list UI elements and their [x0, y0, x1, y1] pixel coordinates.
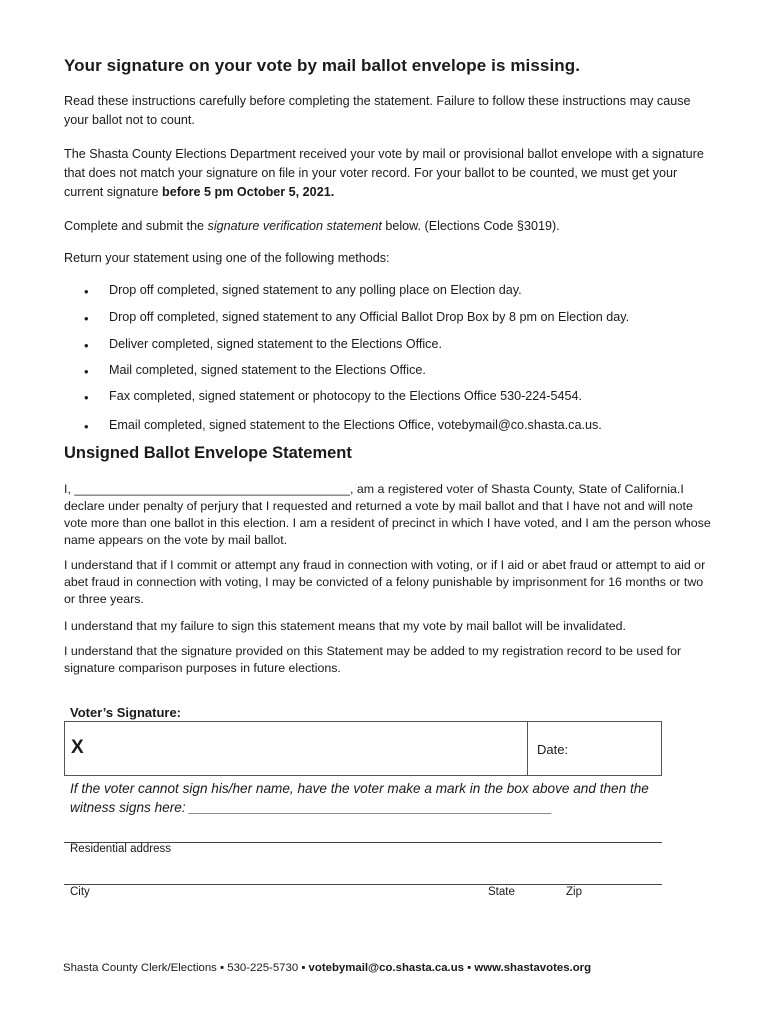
complete-suffix: below. (Elections Code §3019). [381, 219, 560, 233]
footer-separator: ▪ [464, 962, 475, 974]
footer-phone: 530-225-5730 [227, 962, 299, 974]
state-label: State [488, 886, 515, 898]
intro-paragraph: Read these instructions carefully before completing the statement. Failure to follow these instructions may cause your ballot not to count. [64, 94, 691, 127]
complete-prefix: Complete and submit the [64, 219, 208, 233]
witness-note: If the voter cannot sign his/her name, have the voter make a mark in the box above and then the witness signs here: ________________________________________________ [70, 781, 649, 815]
bullet-icon: • [84, 364, 89, 379]
method-text: Fax completed, signed statement or photocopy to the Elections Office 530-224-5454. [109, 389, 583, 403]
footer-email-link[interactable]: votebymail@co.shasta.ca.us [308, 962, 465, 974]
footer [63, 962, 591, 974]
method-text: Mail completed, signed statement to the Elections Office. [109, 363, 426, 377]
method-text: Drop off completed, signed statement to any Official Ballot Drop Box by 8 pm on Election day. [109, 310, 630, 324]
complete-emphasis: signature verification statement [207, 219, 382, 233]
signature-box[interactable] [64, 721, 662, 776]
city-label: City [70, 886, 90, 898]
statement-paragraph-fraud: I understand that if I commit or attempt any fraud in connection with voting, or if I aid or abet fraud or attempt to aid or abet fraud in connection with voting, I may be convicted of a felony punishable by imprisonment for 16 months or two or three years. [64, 558, 706, 606]
footer-separator: ▪ [216, 962, 228, 974]
bullet-icon: • [84, 338, 89, 353]
residential-address-label: Residential address [70, 843, 172, 855]
method-text: Deliver completed, signed statement to the Elections Office. [109, 337, 442, 351]
page-title: Your signature on your vote by mail ballot envelope is missing. [64, 56, 581, 75]
footer-separator: ▪ [298, 962, 309, 974]
bullet-icon: • [84, 311, 89, 326]
signature-label: Voter’s Signature: [70, 705, 182, 720]
complete-paragraph [64, 217, 709, 236]
return-intro: Return your statement using one of the following methods: [64, 251, 390, 265]
received-text: The Shasta County Elections Department received your vote by mail or provisional ballot envelope with a signature that does not match your signature on file in your voter record. For your ballot to be counted, we must get your current signature [64, 147, 704, 199]
bullet-icon: • [84, 419, 89, 434]
footer-office: Shasta County Clerk/Elections [63, 962, 217, 974]
statement-title: Unsigned Ballot Envelope Statement [64, 444, 352, 462]
statement-paragraph-declaration: I, ________________________________________, am a registered voter of Shasta County, State of California.I declare under penalty of perjury that I requested and returned a vote by mail ballot and that I have not and will note vote more than one ballot in this election. I am a resident of precinct in which I have voted, and I am the person whose name appears on the vote by mail ballot. [64, 482, 711, 547]
received-paragraph [64, 145, 709, 202]
method-text: Drop off completed, signed statement to any polling place on Election day. [109, 283, 522, 297]
footer-website-link[interactable]: www.shastavotes.org [474, 962, 592, 974]
bullet-icon: • [84, 284, 89, 299]
date-label: Date: [537, 742, 569, 757]
deadline-text: before 5 pm October 5, 2021. [162, 185, 335, 199]
statement-paragraph-registration: I understand that the signature provided on this Statement may be added to my registration record to be used for signature comparison purposes in future elections. [64, 644, 682, 675]
zip-label: Zip [566, 886, 582, 898]
city-state-zip-line[interactable] [64, 884, 662, 885]
signature-divider [527, 721, 528, 776]
signature-mark: X [71, 737, 84, 758]
method-text: Email completed, signed statement to the Elections Office, votebymail@co.shasta.ca.us. [109, 418, 602, 432]
statement-paragraph-invalidation: I understand that my failure to sign this statement means that my vote by mail ballot will be invalidated. [64, 619, 626, 633]
bullet-icon: • [84, 390, 89, 405]
